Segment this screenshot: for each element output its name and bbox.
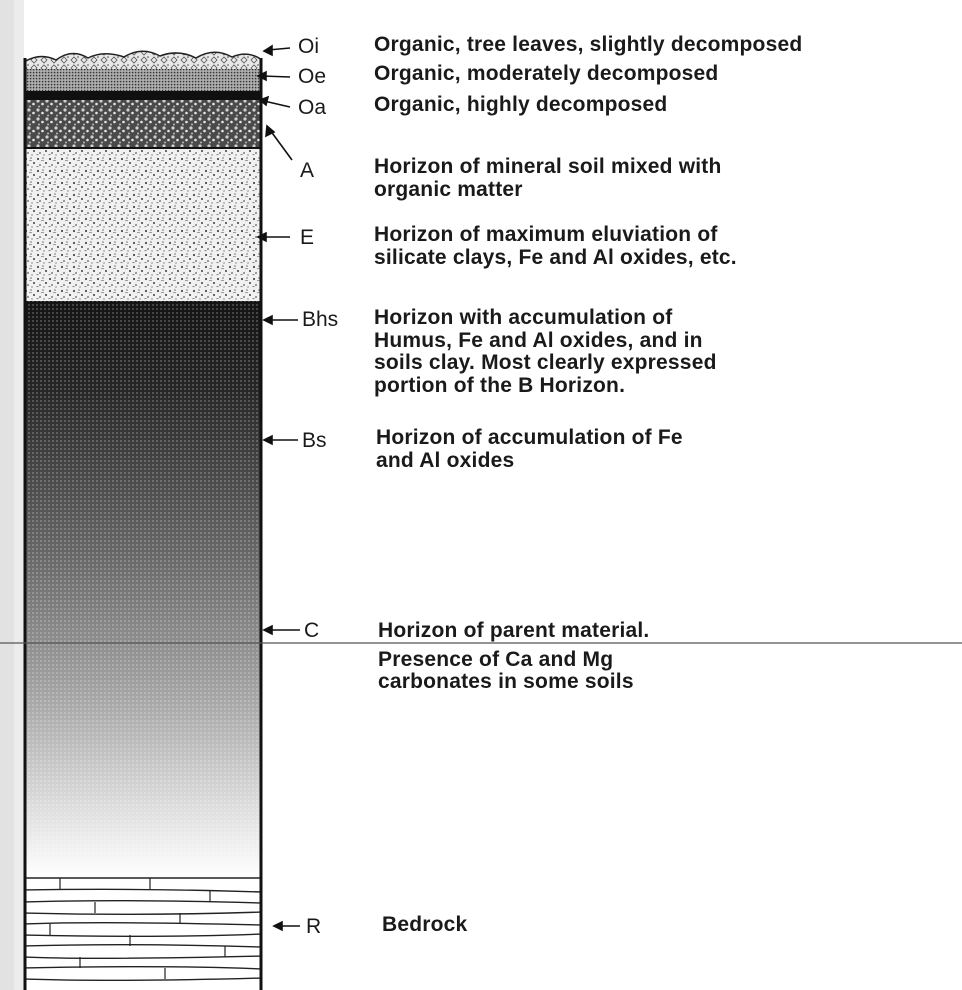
horizon-description-e (374, 224, 737, 269)
description-line: carbonates in some soils (378, 670, 634, 693)
description-line: Horizon of maximum eluviation of (374, 223, 718, 246)
horizon-description-bs (376, 427, 683, 472)
horizon-code-a: A (300, 159, 315, 182)
description-line: portion of the B Horizon. (374, 373, 626, 397)
description-line: Organic, moderately decomposed (374, 62, 719, 85)
horizon-code-c: C (304, 619, 320, 642)
description-line: Organic, highly decomposed (374, 93, 668, 116)
description-line: soils clay. Most clearly expressed (374, 351, 717, 374)
horizon-code-r: R (306, 915, 322, 938)
description-line: Horizon of mineral soil mixed with (374, 155, 722, 178)
horizon-code-oi: Oi (298, 35, 319, 58)
description-line: Horizon of parent material. (378, 619, 650, 642)
horizon-description-oi (374, 34, 802, 57)
description-line: Presence of Ca and Mg (378, 647, 614, 671)
horizon-description-r (382, 914, 467, 937)
horizon-code-oa: Oa (298, 96, 327, 119)
description-line: organic matter (374, 177, 523, 201)
description-line: Horizon with accumulation of (374, 306, 673, 329)
description-line: Humus, Fe and Al oxides, and in (374, 328, 703, 352)
horizon-description-bhs (374, 307, 717, 397)
description-line: Organic, tree leaves, slightly decomposed (374, 33, 803, 56)
horizon-code-e: E (300, 226, 315, 249)
horizon-code-bhs: Bhs (302, 308, 339, 331)
horizon-code-oe: Oe (298, 65, 327, 88)
description-line: Horizon of accumulation of Fe (376, 426, 683, 449)
horizon-description-oe (374, 63, 718, 86)
description-line: silicate clays, Fe and Al oxides, etc. (374, 245, 737, 269)
horizon-description-oa (374, 94, 667, 117)
horizon-code-bs: Bs (302, 429, 327, 452)
description-line: Bedrock (382, 913, 468, 936)
horizon-description-a (374, 156, 722, 201)
horizon-description-c (378, 620, 649, 694)
description-line: and Al oxides (376, 448, 515, 472)
